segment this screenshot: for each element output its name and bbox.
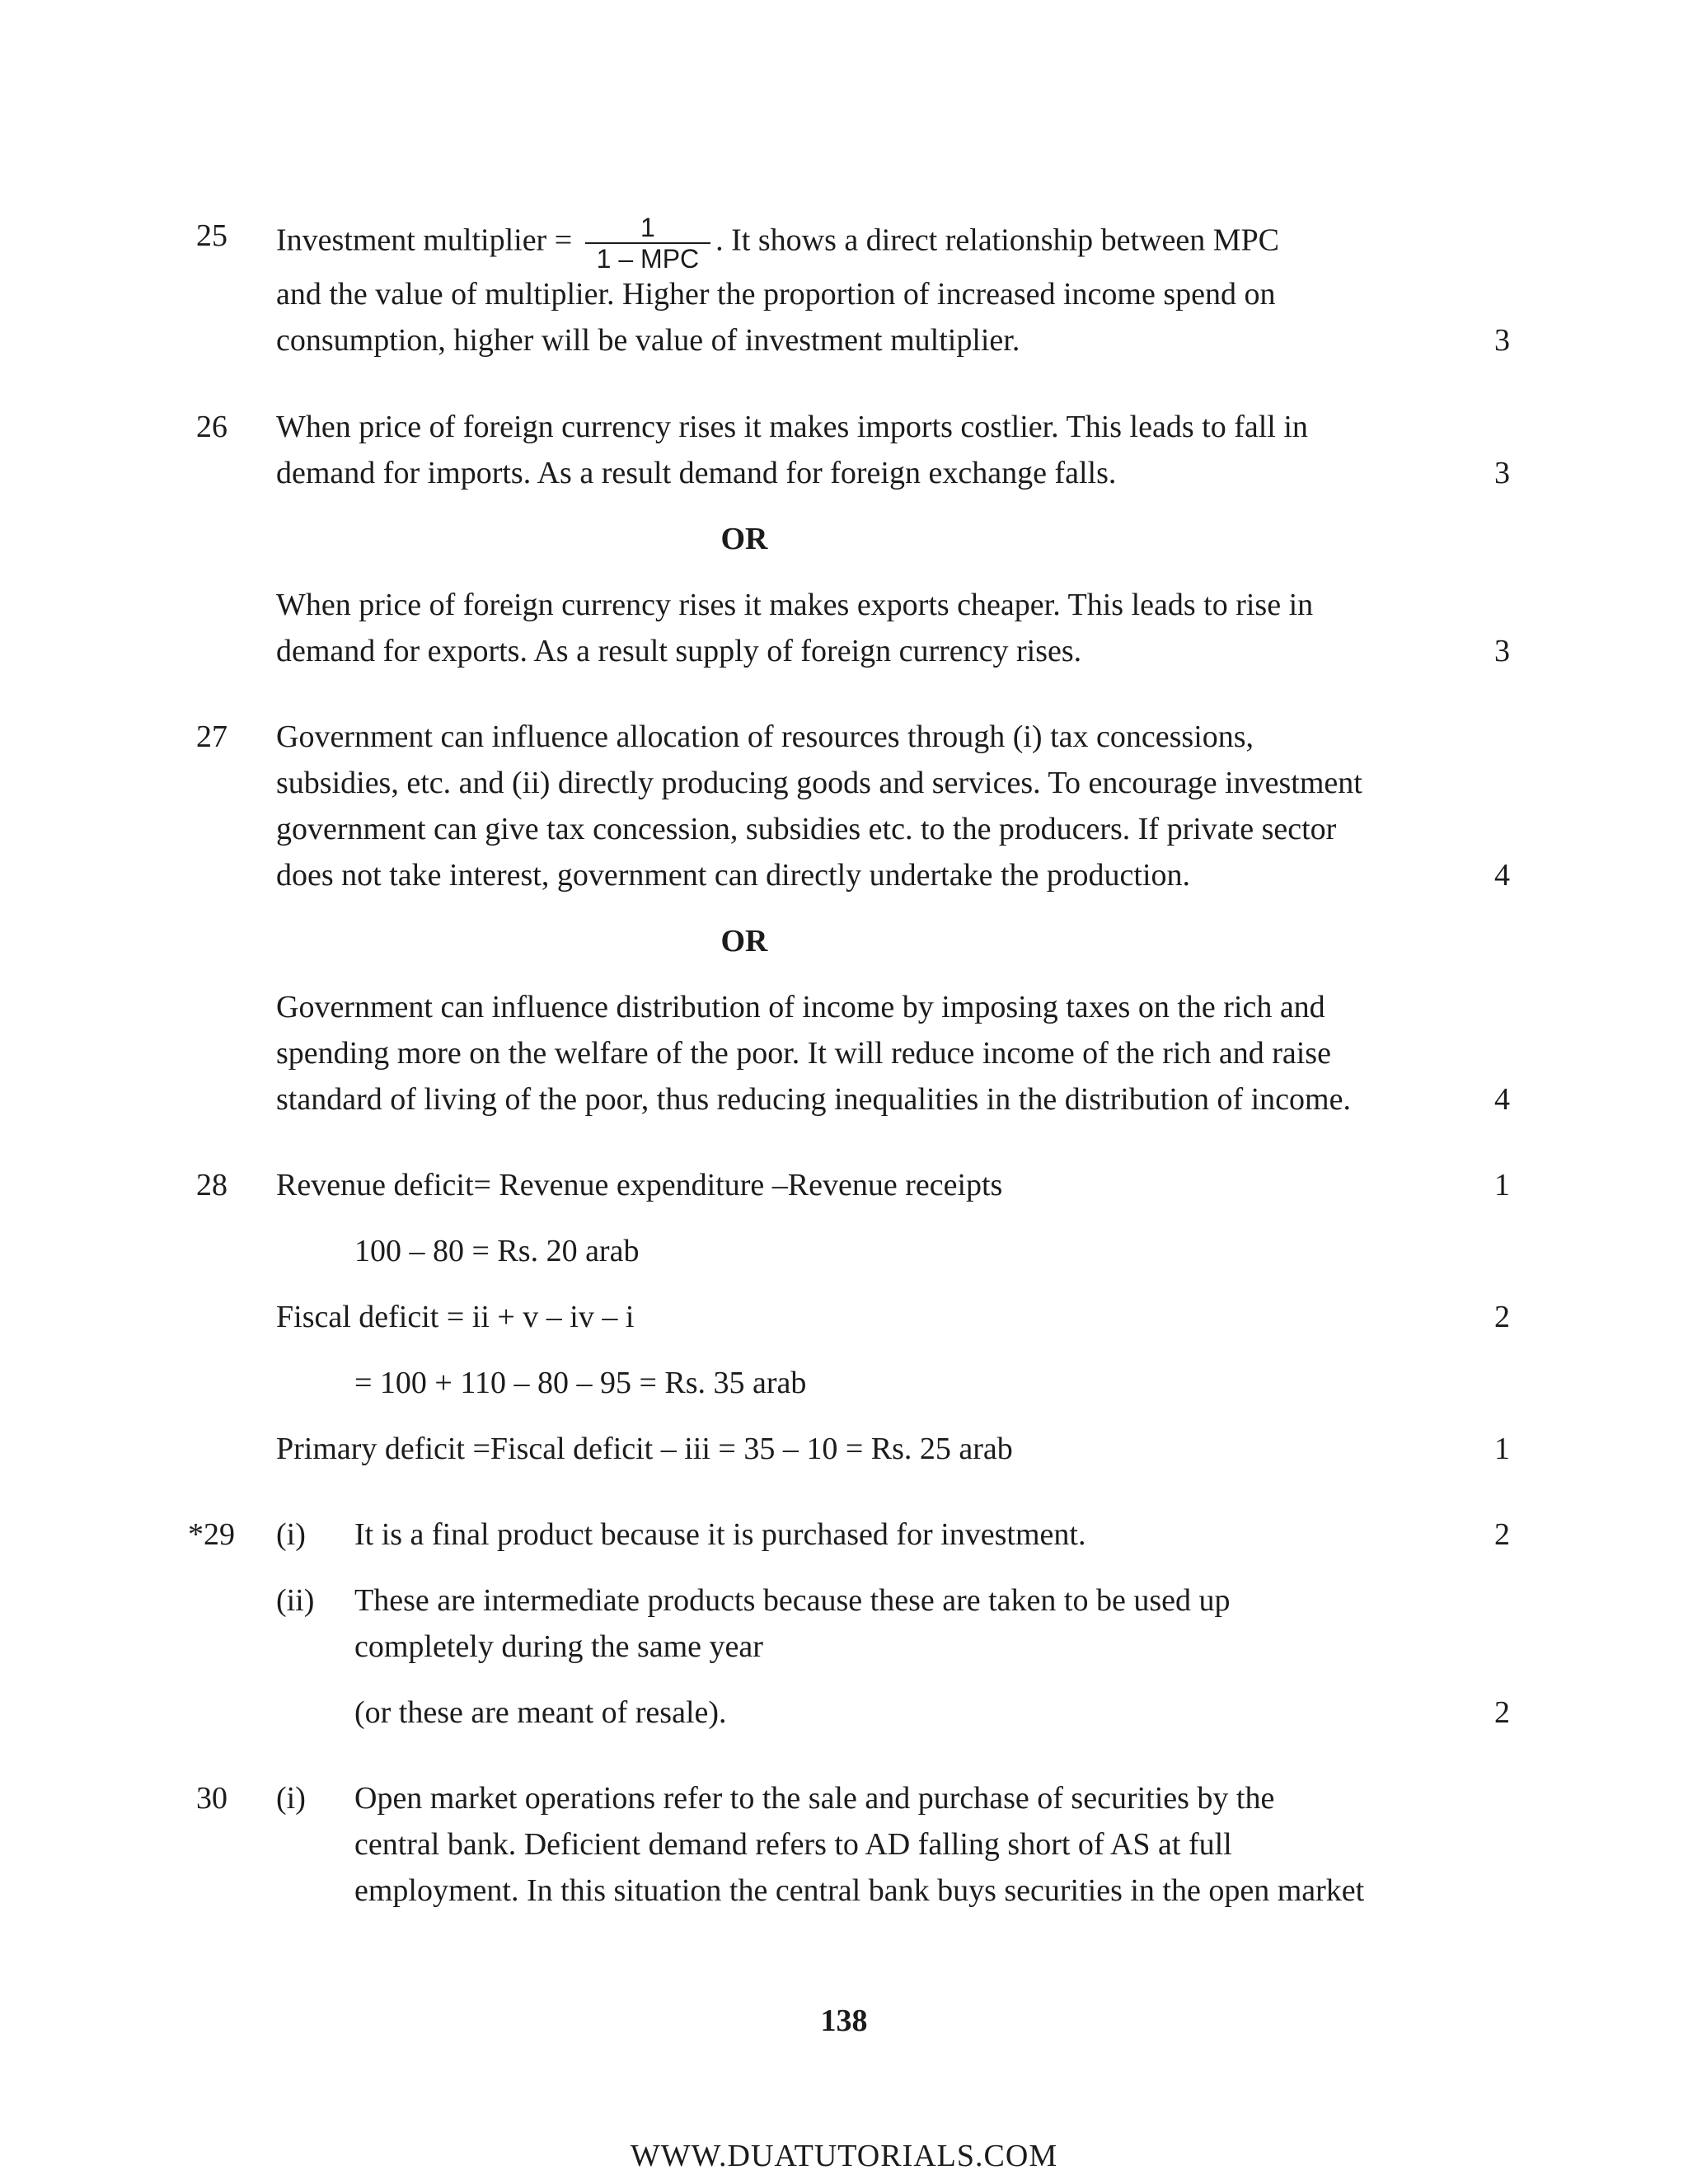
question-number-30: 30 — [196, 1781, 227, 1816]
page-number: 138 — [820, 2004, 868, 2038]
q27-answer-b-line-1: Government can influence distribution of income by imposing taxes on the rich and — [276, 990, 1325, 1024]
q27-or-divider: OR — [720, 924, 768, 958]
q30-part-i-line-3: employment. In this situation the central bank buys securities in the open market — [354, 1873, 1365, 1908]
q27-answer-a-line-1: Government can influence allocation of resources through (i) tax concessions, — [276, 719, 1254, 754]
q29-marks-i: 2 — [1494, 1517, 1510, 1552]
q28-marks-1: 1 — [1494, 1168, 1510, 1202]
q27-answer-a-line-2: subsidies, etc. and (ii) directly producing goods and services. To encourage investment — [276, 766, 1362, 800]
question-number-25: 25 — [196, 218, 227, 253]
question-number-27: 27 — [196, 719, 227, 754]
q28-fiscal-deficit-calc: = 100 + 110 – 80 – 95 = Rs. 35 arab — [354, 1366, 807, 1400]
question-number-29: *29 — [188, 1517, 235, 1552]
q29-part-i-text: It is a final product because it is purchased for investment. — [354, 1517, 1086, 1552]
q25-marks: 3 — [1494, 323, 1510, 358]
q28-revenue-deficit-formula: Revenue deficit= Revenue expenditure –Revenue receipts — [276, 1168, 1003, 1202]
q27-answer-b-line-2: spending more on the welfare of the poor. It will reduce income of the rich and raise — [276, 1036, 1331, 1071]
fraction-numerator: 1 — [585, 213, 710, 244]
q25-formula-label: Investment multiplier = — [276, 223, 580, 258]
fraction-denominator: 1 – MPC — [596, 244, 700, 274]
q28-primary-deficit: Primary deficit =Fiscal deficit – iii = 35 – 10 = Rs. 25 arab — [276, 1432, 1013, 1466]
q26-answer-a-line-2: demand for imports. As a result demand for foreign exchange falls. — [276, 456, 1117, 490]
q27-answer-a-line-4: does not take interest, government can directly undertake the production. — [276, 858, 1191, 893]
q29-part-ii-line-1: These are intermediate products because these are taken to be used up — [354, 1583, 1231, 1618]
q25-answer-line-3: consumption, higher will be value of investment multiplier. — [276, 323, 1020, 358]
q29-part-ii-line-2: completely during the same year — [354, 1629, 763, 1664]
q25-answer-line-1 — [276, 213, 1315, 274]
q29-part-i-label: (i) — [276, 1517, 306, 1552]
q30-part-i-label: (i) — [276, 1781, 306, 1816]
q26-answer-b-line-2: demand for exports. As a result supply of foreign currency rises. — [276, 634, 1082, 668]
q25-formula-followup: . It shows a direct relationship between MPC — [715, 223, 1280, 258]
q27-marks-a: 4 — [1494, 858, 1510, 893]
q28-marks-2: 2 — [1494, 1300, 1510, 1334]
q25-answer-line-2: and the value of multiplier. Higher the proportion of increased income spend on — [276, 277, 1276, 312]
q26-marks-b: 3 — [1494, 634, 1510, 668]
q27-marks-b: 4 — [1494, 1082, 1510, 1117]
q27-answer-b-line-3: standard of living of the poor, thus reducing inequalities in the distribution of income. — [276, 1082, 1351, 1117]
q28-marks-3: 1 — [1494, 1432, 1510, 1466]
question-number-28: 28 — [196, 1168, 227, 1202]
q26-answer-a-line-1: When price of foreign currency rises it makes imports costlier. This leads to fall in — [276, 410, 1308, 444]
q26-or-divider: OR — [720, 522, 768, 556]
q29-marks-ii: 2 — [1494, 1695, 1510, 1730]
q28-revenue-deficit-calc: 100 – 80 = Rs. 20 arab — [354, 1234, 640, 1268]
footer-website: WWW.DUATUTORIALS.COM — [630, 2139, 1058, 2173]
q26-marks-a: 3 — [1494, 456, 1510, 490]
q29-part-ii-line-3: (or these are meant of resale). — [354, 1695, 727, 1730]
q30-part-i-line-2: central bank. Deficient demand refers to AD falling short of AS at full — [354, 1827, 1232, 1862]
multiplier-fraction — [585, 213, 710, 274]
q28-fiscal-deficit-formula: Fiscal deficit = ii + v – iv – i — [276, 1300, 635, 1334]
question-number-26: 26 — [196, 410, 227, 444]
q30-part-i-line-1: Open market operations refer to the sale and purchase of securities by the — [354, 1781, 1275, 1816]
q26-answer-b-line-1: When price of foreign currency rises it makes exports cheaper. This leads to rise in — [276, 588, 1314, 622]
q29-part-ii-label: (ii) — [276, 1583, 315, 1618]
q27-answer-a-line-3: government can give tax concession, subsidies etc. to the producers. If private sector — [276, 812, 1337, 846]
